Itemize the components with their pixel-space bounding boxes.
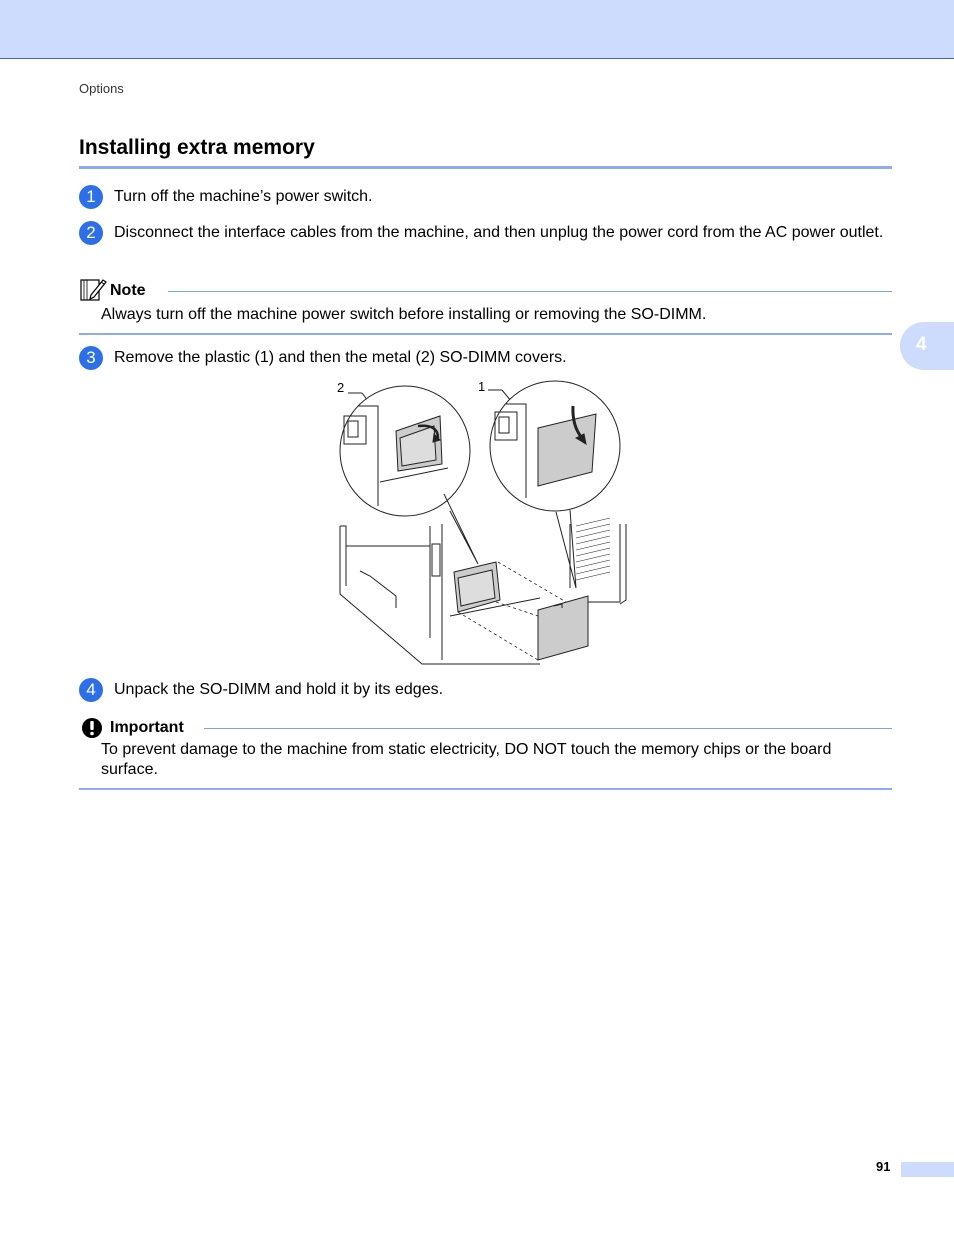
important-bottom-rule [79,788,892,790]
footer-tab [901,1162,954,1177]
printer-illustration [330,376,630,666]
page-number: 91 [876,1159,891,1174]
title-rule [79,166,892,169]
section-title: Installing extra memory [79,136,315,159]
important-callout-header [79,716,892,740]
important-label: Important [110,719,190,737]
note-callout-header [79,279,892,303]
note-bottom-rule [79,333,892,335]
step-text: Disconnect the interface cables from the machine, and then unplug the power cord from the AC power outlet. [114,224,884,241]
step-number-badge: 4 [79,678,103,702]
step-text: Turn off the machine’s power switch. [114,188,373,205]
important-text: To prevent damage to the machine from static electricity, DO NOT touch the memory chips or the board surface. [101,741,832,778]
top-header-band [0,0,954,59]
step-text: Remove the plastic (1) and then the metal (2) SO-DIMM covers. [114,349,567,366]
figure-callout-2: 2 [337,380,345,395]
step-number-badge: 2 [79,221,103,245]
step-text: Unpack the SO-DIMM and hold it by its edges. [114,681,444,698]
note-header-rule [168,291,892,292]
step-number-badge: 1 [79,185,103,209]
running-header: Options [79,81,124,96]
step-number-badge: 3 [79,346,103,370]
note-text: Always turn off the machine power switch before installing or removing the SO-DIMM. [101,306,707,323]
chapter-tab [900,322,954,370]
note-pencil-icon [79,277,107,303]
important-header-rule [204,728,892,729]
so-dimm-cover-figure [330,376,630,666]
chapter-number: 4 [916,334,927,355]
note-label: Note [110,282,152,300]
figure-callout-1: 1 [478,379,486,394]
exclamation-icon [81,717,103,739]
